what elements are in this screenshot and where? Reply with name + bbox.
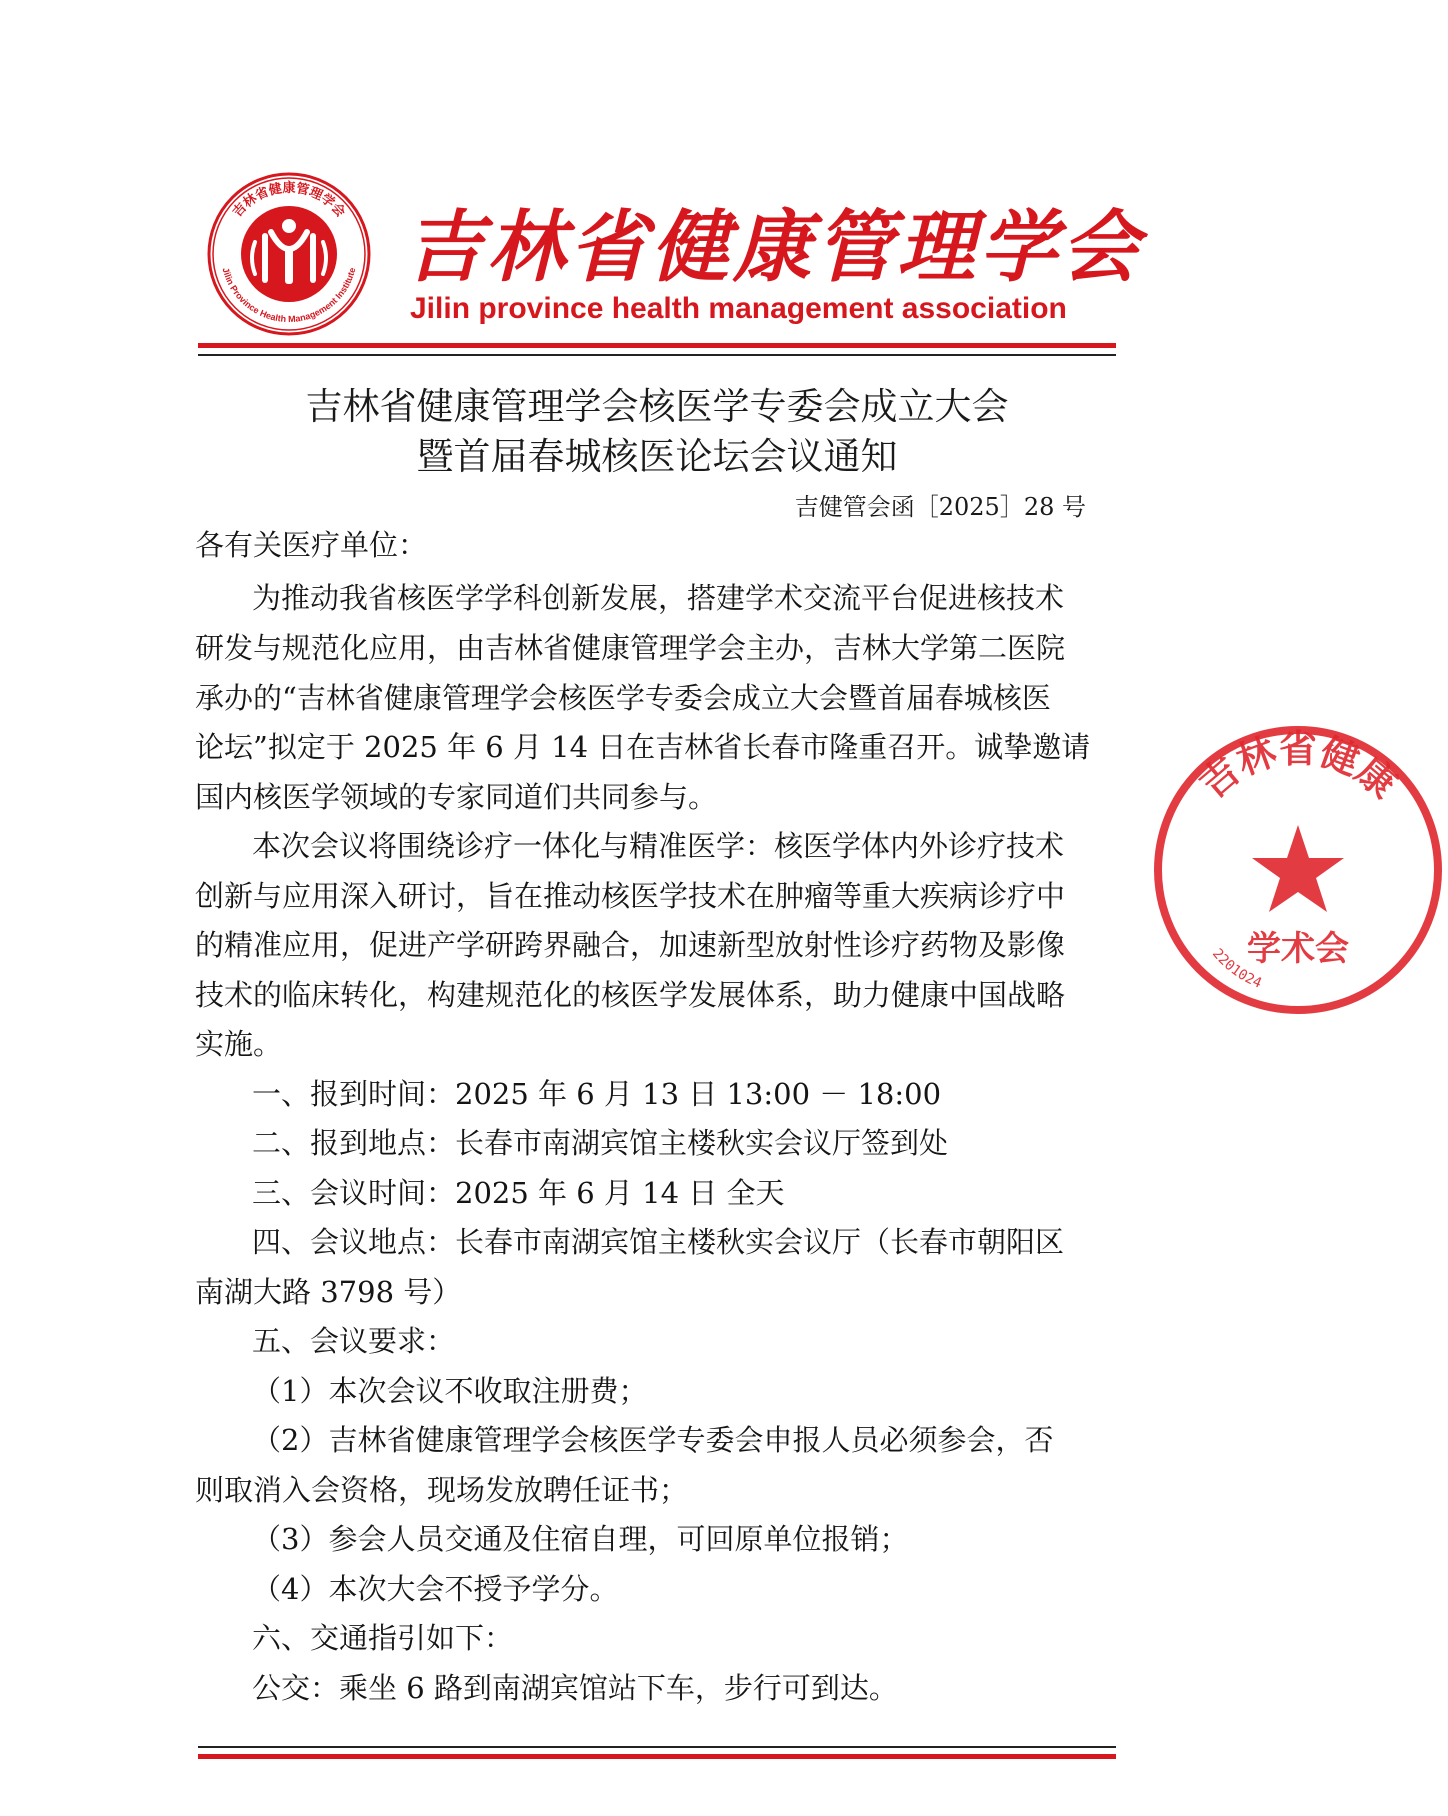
paragraph2-line: 创新与应用深入研讨，旨在推动核医学技术在肿瘤等重大疾病诊疗中	[195, 879, 1066, 913]
notice-title-line1: 吉林省健康管理学会核医学专委会成立大会	[305, 385, 1009, 428]
item-checkin-time: 一、报到时间：2025 年 6 月 13 日 13:00 － 18:00	[252, 1077, 942, 1111]
requirement-2-cont: 则取消入会资格，现场发放聘任证书；	[195, 1473, 689, 1507]
requirement-2: （2）吉林省健康管理学会核医学专委会申报人员必须参会，否	[252, 1423, 1054, 1457]
org-name-en: Jilin province health management association	[410, 292, 1067, 325]
header-rule-black	[198, 354, 1116, 356]
requirement-1: （1）本次会议不收取注册费；	[252, 1374, 648, 1408]
item-requirements-heading: 五、会议要求：	[252, 1324, 456, 1358]
org-name-cn: 吉林省健康管理学会	[405, 203, 1144, 293]
paragraph1-line: 为推动我省核医学学科创新发展，搭建学术交流平台促进核技术	[252, 581, 1065, 615]
paragraph1-line: 国内核医学领域的专家同道们共同参与。	[195, 780, 718, 814]
paragraph2-line: 技术的临床转化，构建规范化的核医学发展体系，助力健康中国战略	[195, 978, 1066, 1012]
document-number: 吉健管会函［2025］28 号	[794, 493, 1086, 521]
item-meeting-place: 四、会议地点：长春市南湖宾馆主楼秋实会议厅（长春市朝阳区	[252, 1225, 1065, 1259]
notice-title-line2: 暨首届春城核医论坛会议通知	[416, 435, 898, 478]
paragraph2-line: 实施。	[195, 1027, 283, 1061]
paragraph1-line: 论坛”拟定于 2025 年 6 月 14 日在吉林省长春市隆重召开。诚挚邀请	[195, 730, 1091, 764]
logo-ring-text-en: Jilin Province Health Management Institute	[220, 266, 358, 325]
item-transport-heading: 六、交通指引如下：	[252, 1621, 514, 1655]
association-logo-icon	[205, 170, 373, 338]
requirement-4: （4）本次大会不授予学分。	[252, 1572, 619, 1606]
seal-serial: 2201024	[1208, 945, 1264, 992]
transport-bus: 公交：乘坐 6 路到南湖宾馆站下车，步行可到达。	[252, 1671, 898, 1705]
requirement-3: （3）参会人员交通及住宿自理，可回原单位报销；	[252, 1522, 909, 1556]
official-seal-icon	[1148, 720, 1448, 1020]
item-meeting-place-cont: 南湖大路 3798 号）	[195, 1275, 462, 1309]
item-checkin-place: 二、报到地点：长春市南湖宾馆主楼秋实会议厅签到处	[252, 1126, 949, 1160]
svg-text:吉林省健康	[1191, 727, 1405, 807]
item-meeting-time: 三、会议时间：2025 年 6 月 14 日 全天	[252, 1176, 785, 1210]
footer-rule-black	[198, 1746, 1116, 1748]
paragraph2-line: 本次会议将围绕诊疗一体化与精准医学：核医学体内外诊疗技术	[252, 829, 1065, 863]
salutation: 各有关医疗单位：	[195, 528, 428, 562]
paragraph1-line: 研发与规范化应用，由吉林省健康管理学会主办，吉林大学第二医院	[195, 631, 1066, 665]
paragraph1-line: 承办的“吉林省健康管理学会核医学专委会成立大会暨首届春城核医	[195, 681, 1051, 715]
footer-rule-red	[198, 1754, 1116, 1759]
logo-ring-text-cn: 吉林省健康管理学会	[230, 181, 348, 221]
seal-text-bottom: 学术会	[1247, 929, 1349, 969]
paragraph2-line: 的精准应用，促进产学研跨界融合，加速新型放射性诊疗药物及影像	[195, 928, 1066, 962]
header-rule-red	[198, 343, 1116, 348]
seal-text-top: 吉林省健康	[1190, 727, 1406, 807]
